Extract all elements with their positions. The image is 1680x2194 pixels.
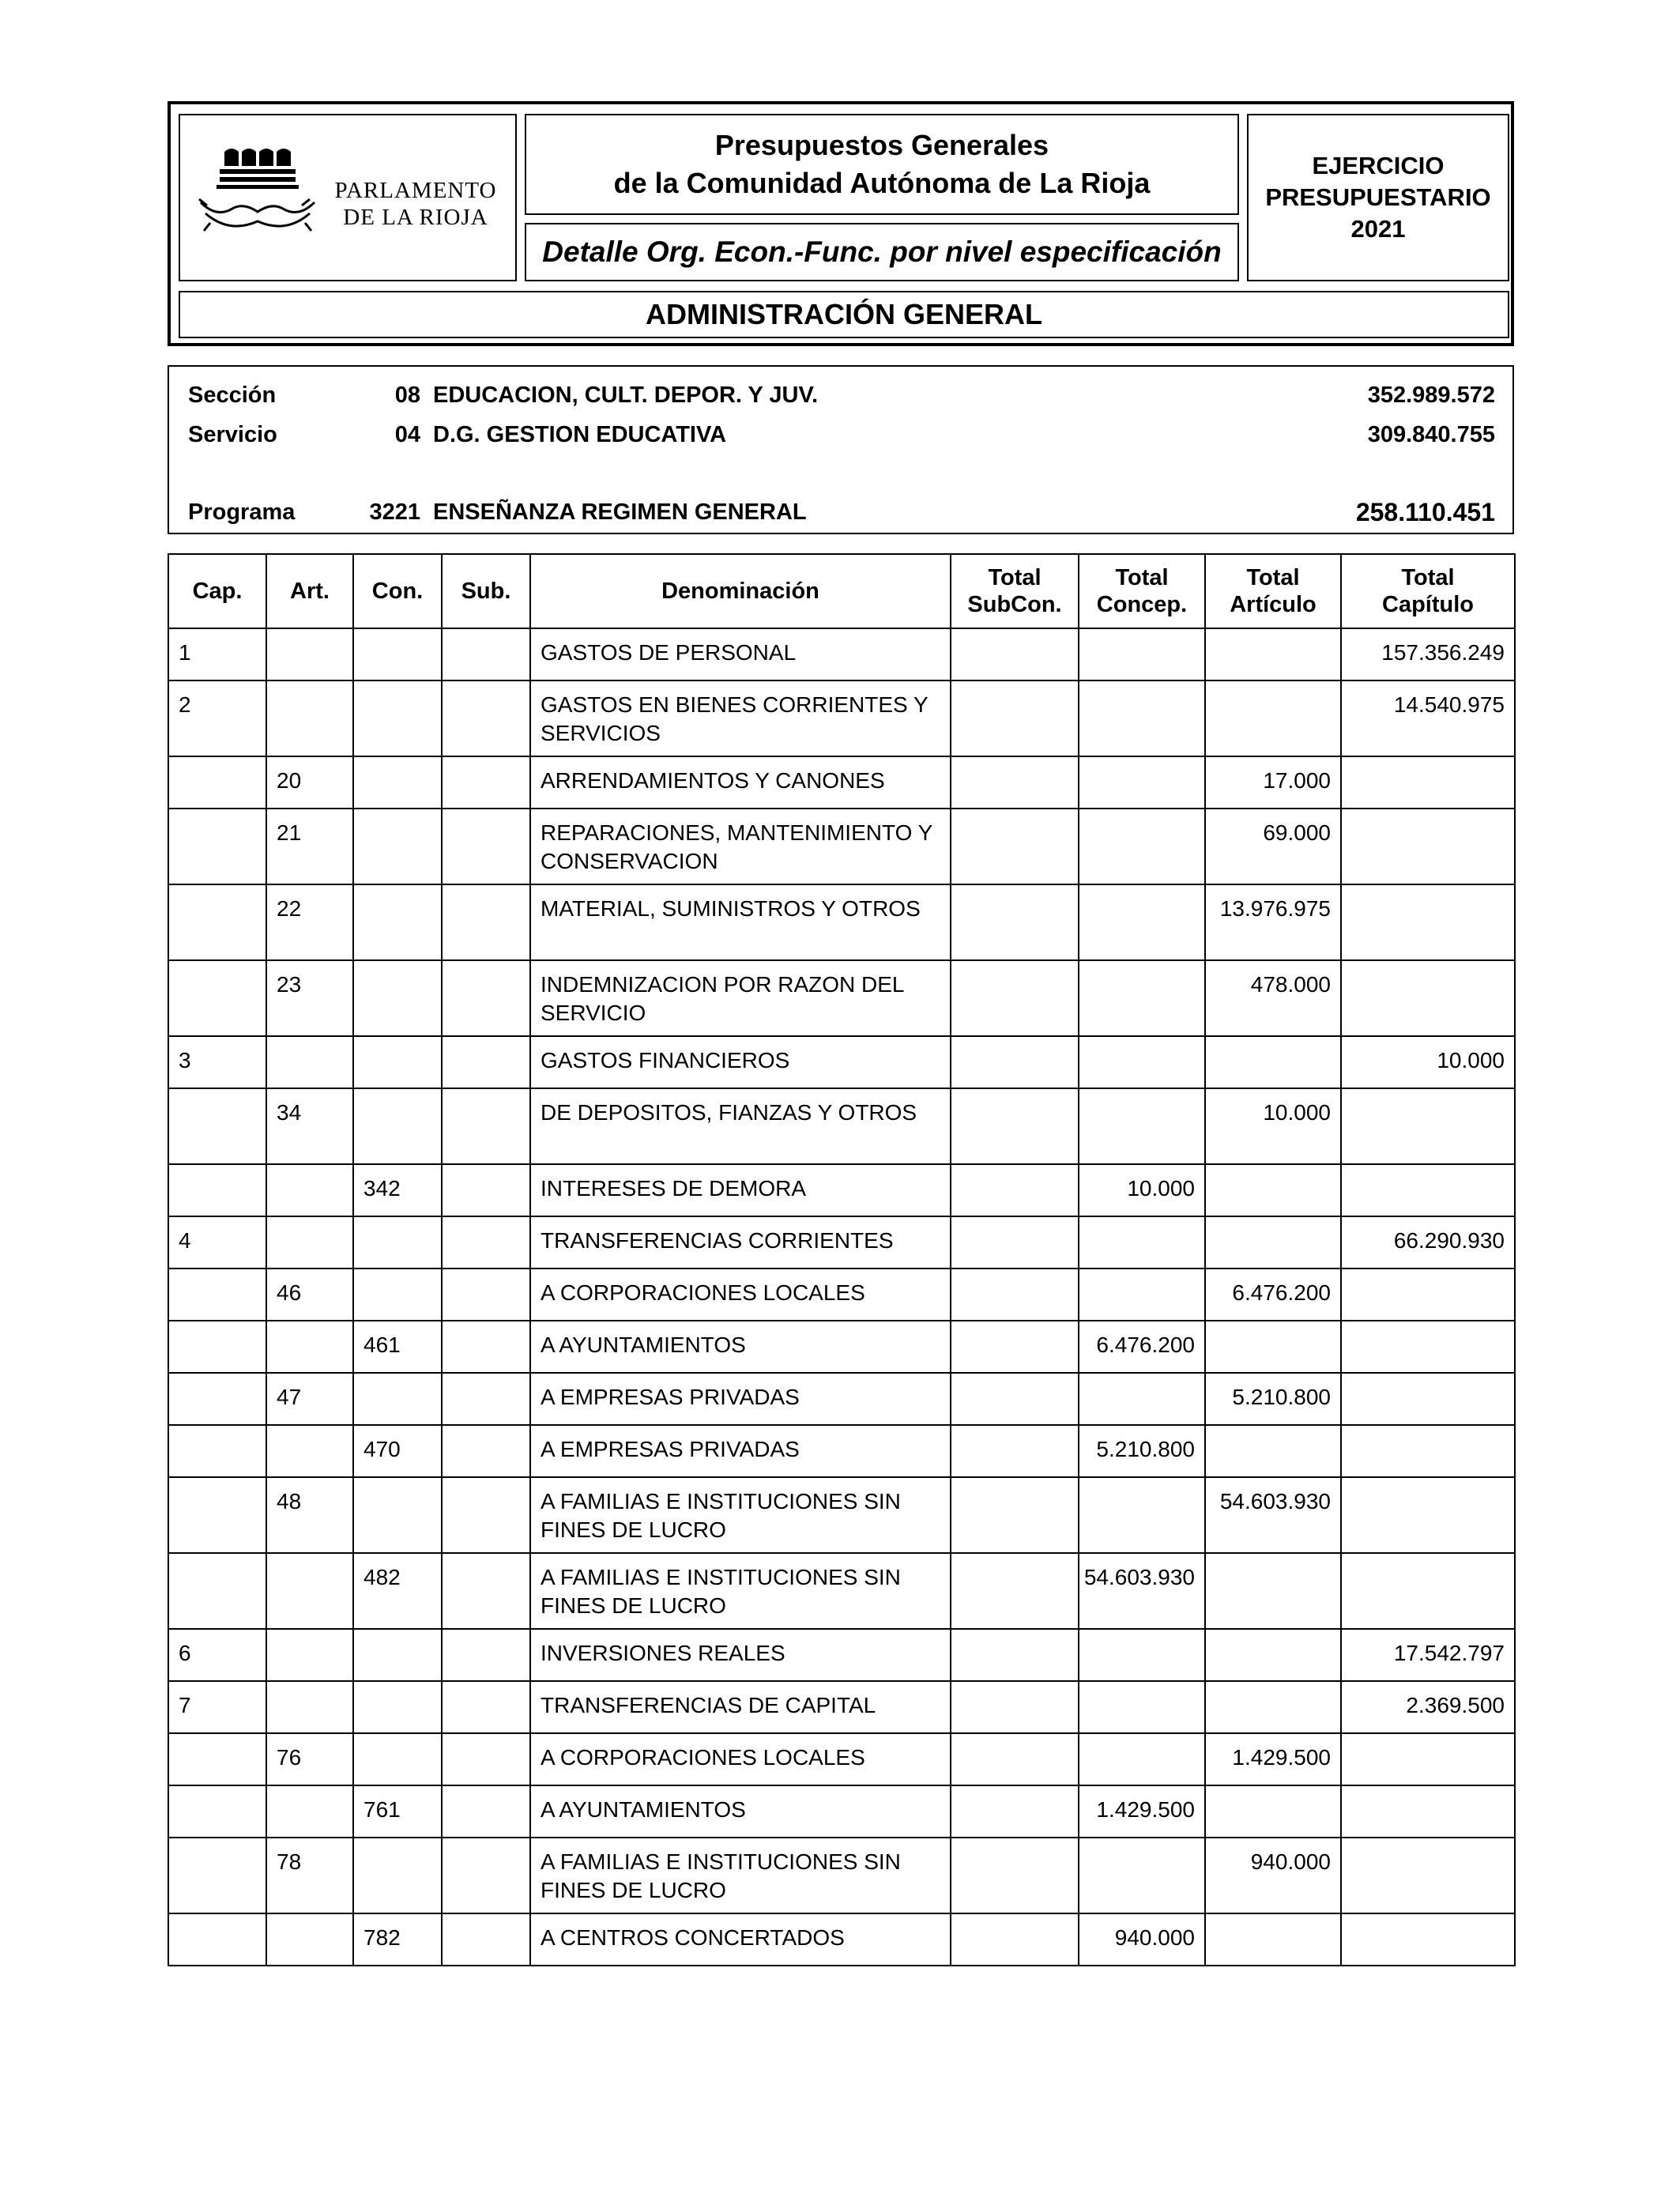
cell-cap: 1	[168, 628, 266, 680]
cell-sub	[442, 960, 530, 1036]
cell-total-subcon	[951, 1425, 1079, 1477]
cell-denominacion: INTERESES DE DEMORA	[530, 1164, 951, 1216]
cell-total-subcon	[951, 1321, 1079, 1373]
cell-total-articulo: 13.976.975	[1205, 884, 1341, 960]
cell-denominacion: TRANSFERENCIAS DE CAPITAL	[530, 1681, 951, 1733]
programa-label: Programa	[188, 499, 296, 525]
cell-total-subcon	[951, 1088, 1079, 1164]
logo-text-line2: DE LA RIOJA	[343, 205, 488, 230]
cell-total-concep	[1079, 1269, 1205, 1321]
servicio-label: Servicio	[188, 422, 277, 447]
cell-total-concep	[1079, 809, 1205, 884]
cell-sub	[442, 628, 530, 680]
cell-sub	[442, 884, 530, 960]
cell-con: 461	[353, 1321, 442, 1373]
cell-total-articulo	[1205, 1913, 1341, 1966]
cell-total-articulo: 69.000	[1205, 809, 1341, 884]
cell-total-subcon	[951, 1681, 1079, 1733]
cell-denominacion: TRANSFERENCIAS CORRIENTES	[530, 1216, 951, 1269]
cell-art: 22	[266, 884, 353, 960]
cell-cap	[168, 1553, 266, 1629]
cell-total-articulo	[1205, 1681, 1341, 1733]
cell-art: 46	[266, 1269, 353, 1321]
cell-sub	[442, 1838, 530, 1913]
table-row	[168, 1681, 1515, 1733]
cell-total-articulo	[1205, 1036, 1341, 1088]
cell-denominacion: A CORPORACIONES LOCALES	[530, 1733, 951, 1785]
cell-art	[266, 1164, 353, 1216]
col-header-total-articulo	[1205, 554, 1341, 628]
cell-total-articulo	[1205, 1164, 1341, 1216]
cell-cap: 3	[168, 1036, 266, 1088]
cell-total-concep	[1079, 628, 1205, 680]
fiscal-year-box	[1247, 114, 1509, 281]
cell-con: 761	[353, 1785, 442, 1838]
cell-con	[353, 756, 442, 809]
cell-total-articulo: 17.000	[1205, 756, 1341, 809]
col-header-total-capitulo	[1341, 554, 1515, 628]
cell-cap: 2	[168, 680, 266, 756]
col-header-sub: Sub.	[442, 554, 530, 628]
cell-total-articulo	[1205, 1553, 1341, 1629]
cell-denominacion: GASTOS FINANCIEROS	[530, 1036, 951, 1088]
cell-con: 782	[353, 1913, 442, 1966]
col-header-art: Art.	[266, 554, 353, 628]
cell-cap: 6	[168, 1629, 266, 1681]
col-header-denominacion: Denominación	[530, 554, 951, 628]
table-row	[168, 1425, 1515, 1477]
cell-art	[266, 1629, 353, 1681]
cell-cap	[168, 1269, 266, 1321]
cell-total-concep: 5.210.800	[1079, 1425, 1205, 1477]
table-row	[168, 756, 1515, 809]
cell-total-subcon	[951, 960, 1079, 1036]
cell-total-concep	[1079, 1088, 1205, 1164]
cell-con	[353, 809, 442, 884]
cell-total-capitulo: 66.290.930	[1341, 1216, 1515, 1269]
administration-title: ADMINISTRACIÓN GENERAL	[179, 291, 1509, 338]
cell-total-capitulo: 2.369.500	[1341, 1681, 1515, 1733]
cell-total-articulo	[1205, 1629, 1341, 1681]
cell-total-subcon	[951, 680, 1079, 756]
servicio-amount: 309.840.755	[1367, 422, 1495, 447]
col-header-total-articulo-line2: Artículo	[1230, 592, 1317, 617]
cell-sub	[442, 1269, 530, 1321]
cell-denominacion: A CENTROS CONCERTADOS	[530, 1913, 951, 1966]
cell-sub	[442, 1373, 530, 1425]
cell-art	[266, 1785, 353, 1838]
cell-total-subcon	[951, 1477, 1079, 1553]
year-line2: PRESUPUESTARIO	[1265, 183, 1491, 211]
cell-total-articulo	[1205, 680, 1341, 756]
cell-cap	[168, 756, 266, 809]
cell-total-capitulo	[1341, 884, 1515, 960]
cell-art	[266, 1321, 353, 1373]
cell-total-capitulo	[1341, 1088, 1515, 1164]
table-body	[168, 628, 1515, 1966]
cell-art	[266, 1681, 353, 1733]
cell-total-articulo	[1205, 1216, 1341, 1269]
cell-total-capitulo: 10.000	[1341, 1036, 1515, 1088]
logo-text	[321, 177, 510, 231]
cell-total-articulo: 1.429.500	[1205, 1733, 1341, 1785]
cell-total-subcon	[951, 1269, 1079, 1321]
logo-text-line1: PARLAMENTO	[334, 178, 497, 203]
cell-sub	[442, 1477, 530, 1553]
col-header-total-subcon-line2: SubCon.	[967, 592, 1062, 617]
cell-art: 48	[266, 1477, 353, 1553]
programa-name: ENSEÑANZA REGIMEN GENERAL	[433, 499, 807, 525]
cell-total-articulo: 478.000	[1205, 960, 1341, 1036]
cell-total-concep: 54.603.930	[1079, 1553, 1205, 1629]
cell-total-concep	[1079, 960, 1205, 1036]
year-line1: EJERCICIO	[1312, 152, 1445, 179]
cell-cap	[168, 1425, 266, 1477]
table-row	[168, 628, 1515, 680]
cell-total-concep: 940.000	[1079, 1913, 1205, 1966]
cell-sub	[442, 1088, 530, 1164]
cell-art	[266, 628, 353, 680]
cell-total-subcon	[951, 1913, 1079, 1966]
cell-con	[353, 884, 442, 960]
cell-sub	[442, 1733, 530, 1785]
cell-denominacion: A FAMILIAS E INSTITUCIONES SIN FINES DE LUCRO	[530, 1838, 951, 1913]
cell-total-articulo	[1205, 628, 1341, 680]
cell-cap	[168, 1373, 266, 1425]
table-row	[168, 960, 1515, 1036]
cell-total-subcon	[951, 1164, 1079, 1216]
cell-denominacion: INDEMNIZACION POR RAZON DEL SERVICIO	[530, 960, 951, 1036]
servicio-code: 04	[394, 422, 420, 447]
cell-cap	[168, 960, 266, 1036]
cell-con	[353, 628, 442, 680]
cell-total-capitulo	[1341, 1164, 1515, 1216]
col-header-total-concep	[1079, 554, 1205, 628]
table-row	[168, 1629, 1515, 1681]
cell-total-capitulo	[1341, 756, 1515, 809]
cell-art: 76	[266, 1733, 353, 1785]
cell-con	[353, 1838, 442, 1913]
cell-total-concep: 6.476.200	[1079, 1321, 1205, 1373]
cell-con	[353, 1088, 442, 1164]
cell-con	[353, 1629, 442, 1681]
table-row	[168, 1477, 1515, 1553]
cell-art	[266, 1425, 353, 1477]
cell-con	[353, 1269, 442, 1321]
cell-total-capitulo	[1341, 960, 1515, 1036]
cell-total-capitulo	[1341, 809, 1515, 884]
cell-sub	[442, 1629, 530, 1681]
program-info	[168, 365, 1514, 534]
cell-con	[353, 1681, 442, 1733]
col-header-total-subcon-line1: Total	[988, 565, 1042, 590]
cell-total-subcon	[951, 809, 1079, 884]
cell-con	[353, 1477, 442, 1553]
cell-total-concep	[1079, 680, 1205, 756]
cell-sub	[442, 809, 530, 884]
cell-art	[266, 1036, 353, 1088]
table-row	[168, 1913, 1515, 1966]
cell-total-concep	[1079, 1036, 1205, 1088]
cell-total-subcon	[951, 1629, 1079, 1681]
cell-art: 23	[266, 960, 353, 1036]
cell-total-concep	[1079, 1373, 1205, 1425]
cell-con	[353, 1733, 442, 1785]
cell-total-subcon	[951, 756, 1079, 809]
cell-sub	[442, 1681, 530, 1733]
table-header-row	[168, 554, 1515, 628]
cell-sub	[442, 1425, 530, 1477]
table-row	[168, 884, 1515, 960]
cell-total-capitulo	[1341, 1477, 1515, 1553]
table-row	[168, 1838, 1515, 1913]
cell-total-subcon	[951, 1785, 1079, 1838]
cell-denominacion: A AYUNTAMIENTOS	[530, 1321, 951, 1373]
year-line3: 2021	[1350, 215, 1406, 243]
document-header	[168, 101, 1514, 346]
servicio-row	[169, 416, 1512, 454]
document-subtitle: Detalle Org. Econ.-Func. por nivel especificación	[525, 223, 1239, 281]
cell-denominacion: ARRENDAMIENTOS Y CANONES	[530, 756, 951, 809]
cell-cap	[168, 1321, 266, 1373]
cell-denominacion: A EMPRESAS PRIVADAS	[530, 1373, 951, 1425]
cell-art: 47	[266, 1373, 353, 1425]
cell-total-subcon	[951, 1553, 1079, 1629]
title-line1: Presupuestos Generales	[714, 129, 1049, 161]
cell-total-concep: 1.429.500	[1079, 1785, 1205, 1838]
seccion-name: EDUCACION, CULT. DEPOR. Y JUV.	[433, 383, 819, 408]
cell-total-concep	[1079, 1733, 1205, 1785]
seccion-row	[169, 376, 1512, 414]
cell-total-concep: 10.000	[1079, 1164, 1205, 1216]
cell-art: 20	[266, 756, 353, 809]
table-row	[168, 680, 1515, 756]
table-row	[168, 1088, 1515, 1164]
cell-denominacion: A EMPRESAS PRIVADAS	[530, 1425, 951, 1477]
table-row	[168, 1553, 1515, 1629]
col-header-total-subcon	[951, 554, 1079, 628]
table-row	[168, 1164, 1515, 1216]
table-row	[168, 1733, 1515, 1785]
cell-cap	[168, 884, 266, 960]
cell-total-capitulo	[1341, 1553, 1515, 1629]
cell-total-articulo	[1205, 1425, 1341, 1477]
cell-con: 470	[353, 1425, 442, 1477]
table-row	[168, 809, 1515, 884]
cell-cap	[168, 1785, 266, 1838]
cell-total-articulo: 10.000	[1205, 1088, 1341, 1164]
cell-cap	[168, 1164, 266, 1216]
table-row	[168, 1373, 1515, 1425]
table-row	[168, 1036, 1515, 1088]
cell-art: 78	[266, 1838, 353, 1913]
cell-total-subcon	[951, 1036, 1079, 1088]
cell-art	[266, 1216, 353, 1269]
cell-total-concep	[1079, 1216, 1205, 1269]
cell-art: 34	[266, 1088, 353, 1164]
cell-denominacion: REPARACIONES, MANTENIMIENTO Y CONSERVACION	[530, 809, 951, 884]
cell-denominacion: GASTOS DE PERSONAL	[530, 628, 951, 680]
cell-total-subcon	[951, 1838, 1079, 1913]
cell-total-articulo: 940.000	[1205, 1838, 1341, 1913]
cell-total-subcon	[951, 1373, 1079, 1425]
col-header-total-concep-line2: Concep.	[1096, 592, 1188, 617]
cell-total-concep	[1079, 1629, 1205, 1681]
cell-con	[353, 680, 442, 756]
cell-total-subcon	[951, 884, 1079, 960]
cell-total-articulo	[1205, 1321, 1341, 1373]
cell-sub	[442, 1321, 530, 1373]
col-header-cap: Cap.	[168, 554, 266, 628]
cell-total-capitulo	[1341, 1913, 1515, 1966]
cell-sub	[442, 1164, 530, 1216]
cell-con	[353, 1216, 442, 1269]
cell-con: 482	[353, 1553, 442, 1629]
cell-cap	[168, 1088, 266, 1164]
cell-denominacion: A FAMILIAS E INSTITUCIONES SIN FINES DE LUCRO	[530, 1477, 951, 1553]
programa-amount: 258.110.451	[1355, 498, 1495, 526]
budget-table	[168, 553, 1516, 1966]
cell-denominacion: INVERSIONES REALES	[530, 1629, 951, 1681]
cell-sub	[442, 1785, 530, 1838]
table-row	[168, 1321, 1515, 1373]
cell-art	[266, 1553, 353, 1629]
cell-con	[353, 1373, 442, 1425]
cell-sub	[442, 680, 530, 756]
cell-con: 342	[353, 1164, 442, 1216]
cell-cap	[168, 1838, 266, 1913]
cell-con	[353, 1036, 442, 1088]
cell-total-capitulo	[1341, 1269, 1515, 1321]
cell-sub	[442, 1216, 530, 1269]
cell-total-capitulo: 17.542.797	[1341, 1629, 1515, 1681]
seccion-amount: 352.989.572	[1367, 383, 1495, 408]
col-header-total-articulo-line1: Total	[1246, 565, 1300, 590]
cell-denominacion: A FAMILIAS E INSTITUCIONES SIN FINES DE LUCRO	[530, 1553, 951, 1629]
cell-art	[266, 1913, 353, 1966]
cell-total-concep	[1079, 756, 1205, 809]
cell-total-concep	[1079, 1681, 1205, 1733]
cell-cap	[168, 1733, 266, 1785]
cell-total-subcon	[951, 628, 1079, 680]
cell-art: 21	[266, 809, 353, 884]
cell-cap	[168, 1477, 266, 1553]
col-header-con: Con.	[353, 554, 442, 628]
servicio-name: D.G. GESTION EDUCATIVA	[433, 422, 727, 447]
cell-sub	[442, 1553, 530, 1629]
cell-sub	[442, 756, 530, 809]
cell-denominacion: DE DEPOSITOS, FIANZAS Y OTROS	[530, 1088, 951, 1164]
cell-total-capitulo	[1341, 1838, 1515, 1913]
cell-art	[266, 680, 353, 756]
seccion-label: Sección	[188, 383, 277, 408]
document-title	[525, 114, 1239, 215]
cell-total-subcon	[951, 1216, 1079, 1269]
table-row	[168, 1216, 1515, 1269]
cell-total-articulo: 6.476.200	[1205, 1269, 1341, 1321]
cell-cap	[168, 809, 266, 884]
seccion-code: 08	[394, 383, 420, 408]
cell-total-capitulo: 14.540.975	[1341, 680, 1515, 756]
cell-sub	[442, 1036, 530, 1088]
cell-total-concep	[1079, 1477, 1205, 1553]
cell-total-articulo: 5.210.800	[1205, 1373, 1341, 1425]
cell-total-concep	[1079, 884, 1205, 960]
cell-denominacion: MATERIAL, SUMINISTROS Y OTROS	[530, 884, 951, 960]
cell-total-capitulo	[1341, 1785, 1515, 1838]
title-line2: de la Comunidad Autónoma de La Rioja	[613, 167, 1151, 199]
cell-total-capitulo	[1341, 1425, 1515, 1477]
programa-code: 3221	[369, 499, 420, 525]
table-row	[168, 1785, 1515, 1838]
cell-cap: 7	[168, 1681, 266, 1733]
cell-cap: 4	[168, 1216, 266, 1269]
cell-total-subcon	[951, 1733, 1079, 1785]
cell-total-capitulo	[1341, 1373, 1515, 1425]
cell-denominacion: A CORPORACIONES LOCALES	[530, 1269, 951, 1321]
cell-total-capitulo	[1341, 1321, 1515, 1373]
cell-total-articulo: 54.603.930	[1205, 1477, 1341, 1553]
col-header-total-concep-line1: Total	[1115, 565, 1169, 590]
cell-con	[353, 960, 442, 1036]
parliament-logo-icon	[194, 147, 321, 242]
col-header-total-capitulo-line1: Total	[1401, 565, 1455, 590]
col-header-total-capitulo-line2: Capítulo	[1382, 592, 1474, 617]
logo-box	[179, 114, 517, 281]
cell-total-articulo	[1205, 1785, 1341, 1838]
cell-cap	[168, 1913, 266, 1966]
cell-total-capitulo	[1341, 1733, 1515, 1785]
cell-sub	[442, 1913, 530, 1966]
cell-denominacion: A AYUNTAMIENTOS	[530, 1785, 951, 1838]
cell-total-capitulo: 157.356.249	[1341, 628, 1515, 680]
cell-denominacion: GASTOS EN BIENES CORRIENTES Y SERVICIOS	[530, 680, 951, 756]
table-row	[168, 1269, 1515, 1321]
programa-row	[169, 493, 1512, 531]
cell-total-concep	[1079, 1838, 1205, 1913]
